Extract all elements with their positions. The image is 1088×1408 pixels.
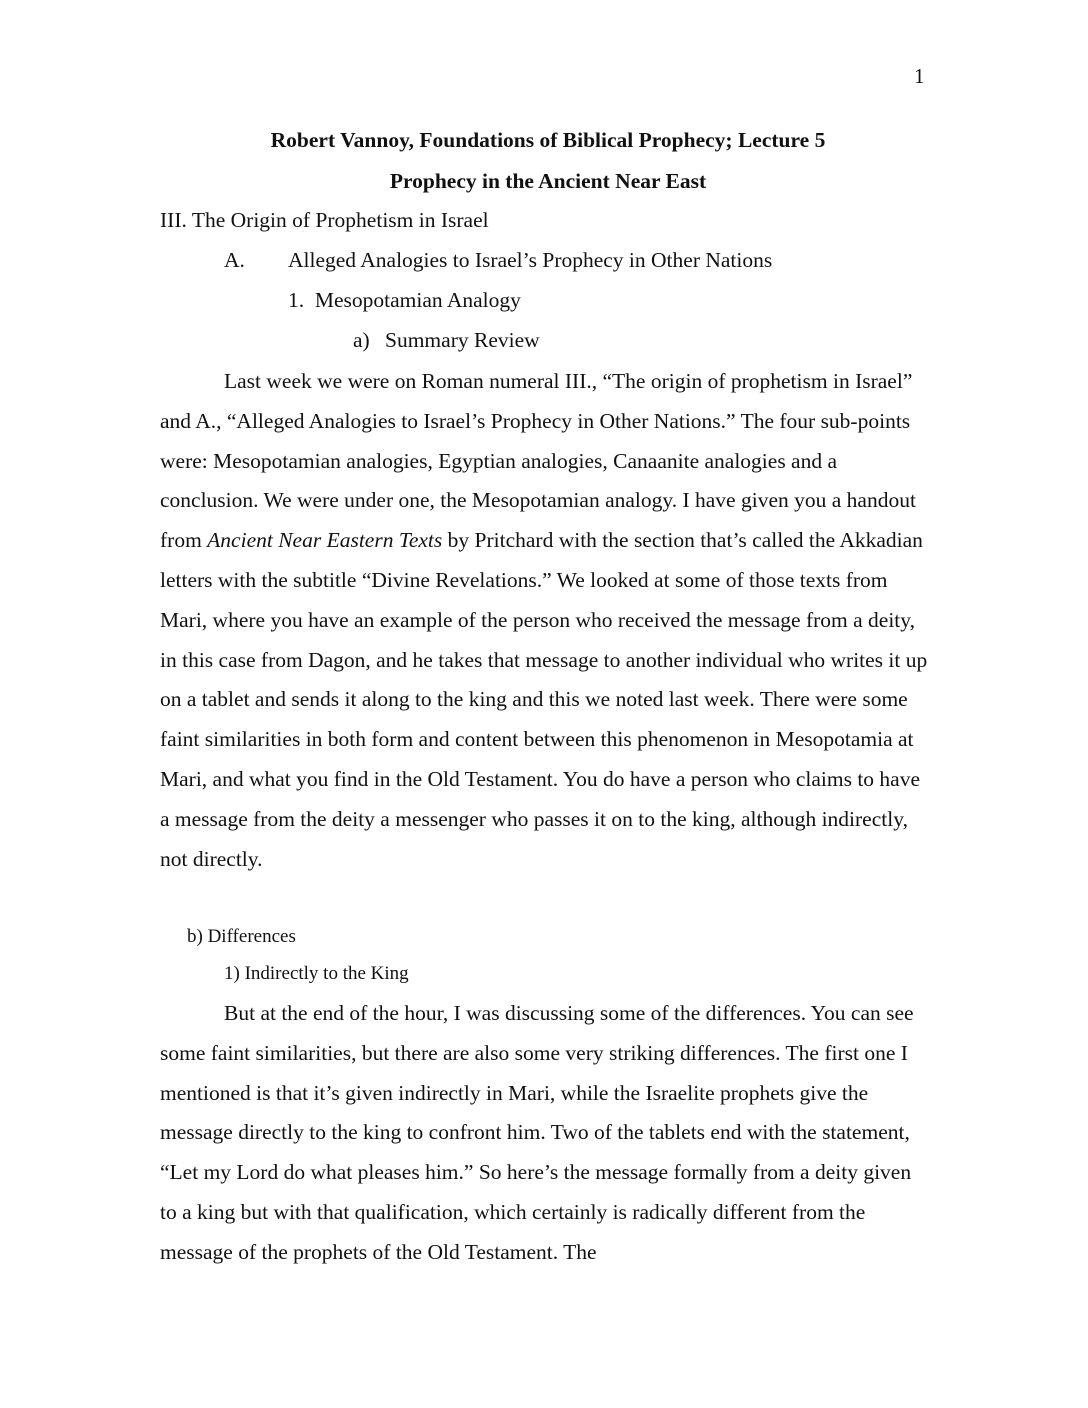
paragraph-summary (160, 362, 930, 879)
outline-section-A: Alleged Analogies to Israel’s Prophecy in Other Nations (288, 248, 773, 272)
lecture-subtitle: Prophecy in the Ancient Near East (389, 169, 707, 193)
outline-section-III: III. The Origin of Prophetism in Israel (160, 208, 489, 232)
paragraph-summary-text-2: by Pritchard with the section that’s called the Akkadian letters with the subtitle “Divine Revelations.” We looked at some of those texts from Mari, where you have an example of the person who received the message from a deity, in this case from Dagon, and he takes that message to another individual who writes it up on a tablet and sends it along to the king and this we noted last week. There were some faint similarities in both form and content between this phenomenon in Mesopotamia at Mari, and what you find in the Old Testament. You do have a person who claims to have a message from the deity a messenger who passes it on to the king, although indirectly, not directly. (160, 528, 928, 871)
book-title: Ancient Near Eastern Texts (207, 528, 443, 553)
outline-section-b: b) Differences (187, 926, 296, 947)
outline-section-b1: 1) Indirectly to the King (224, 963, 409, 984)
outline-section-A-marker: A. (224, 248, 245, 272)
paragraph-differences-text: But at the end of the hour, I was discussing some of the differences. You can see some faint similarities, but there are also some very striking differences. The first one I mentioned is that it’s given indirectly in Mari, while the Israelite prophets give the message directly to the king to confront him. Two of the tablets end with the statement, “Let my Lord do what pleases him.” So here’s the message formally from a deity given to a king but with that qualification, which certainly is radically different from the message of the prophets of the Old Testament. The (160, 1001, 914, 1264)
paragraph-summary-text-1: Last week we were on Roman numeral III., “The origin of prophetism in Israel” and A., “Alleged Analogies to Israel’s Prophecy in Other Nations.” The four sub-points were: Mesopotamian analogies, Egyptian analogies, Canaanite analogies and a conclusion. We were under one, the Mesopotamian analogy. I have given you a handout from (160, 369, 916, 553)
outline-section-1: 1. Mesopotamian Analogy (288, 288, 521, 312)
outline-section-a-marker: a) (353, 328, 370, 352)
page-number: 1 (914, 64, 925, 88)
paragraph-differences (160, 994, 930, 1273)
lecture-title: Robert Vannoy, Foundations of Biblical Prophecy; Lecture 5 (270, 128, 826, 152)
outline-section-a: Summary Review (385, 328, 540, 352)
